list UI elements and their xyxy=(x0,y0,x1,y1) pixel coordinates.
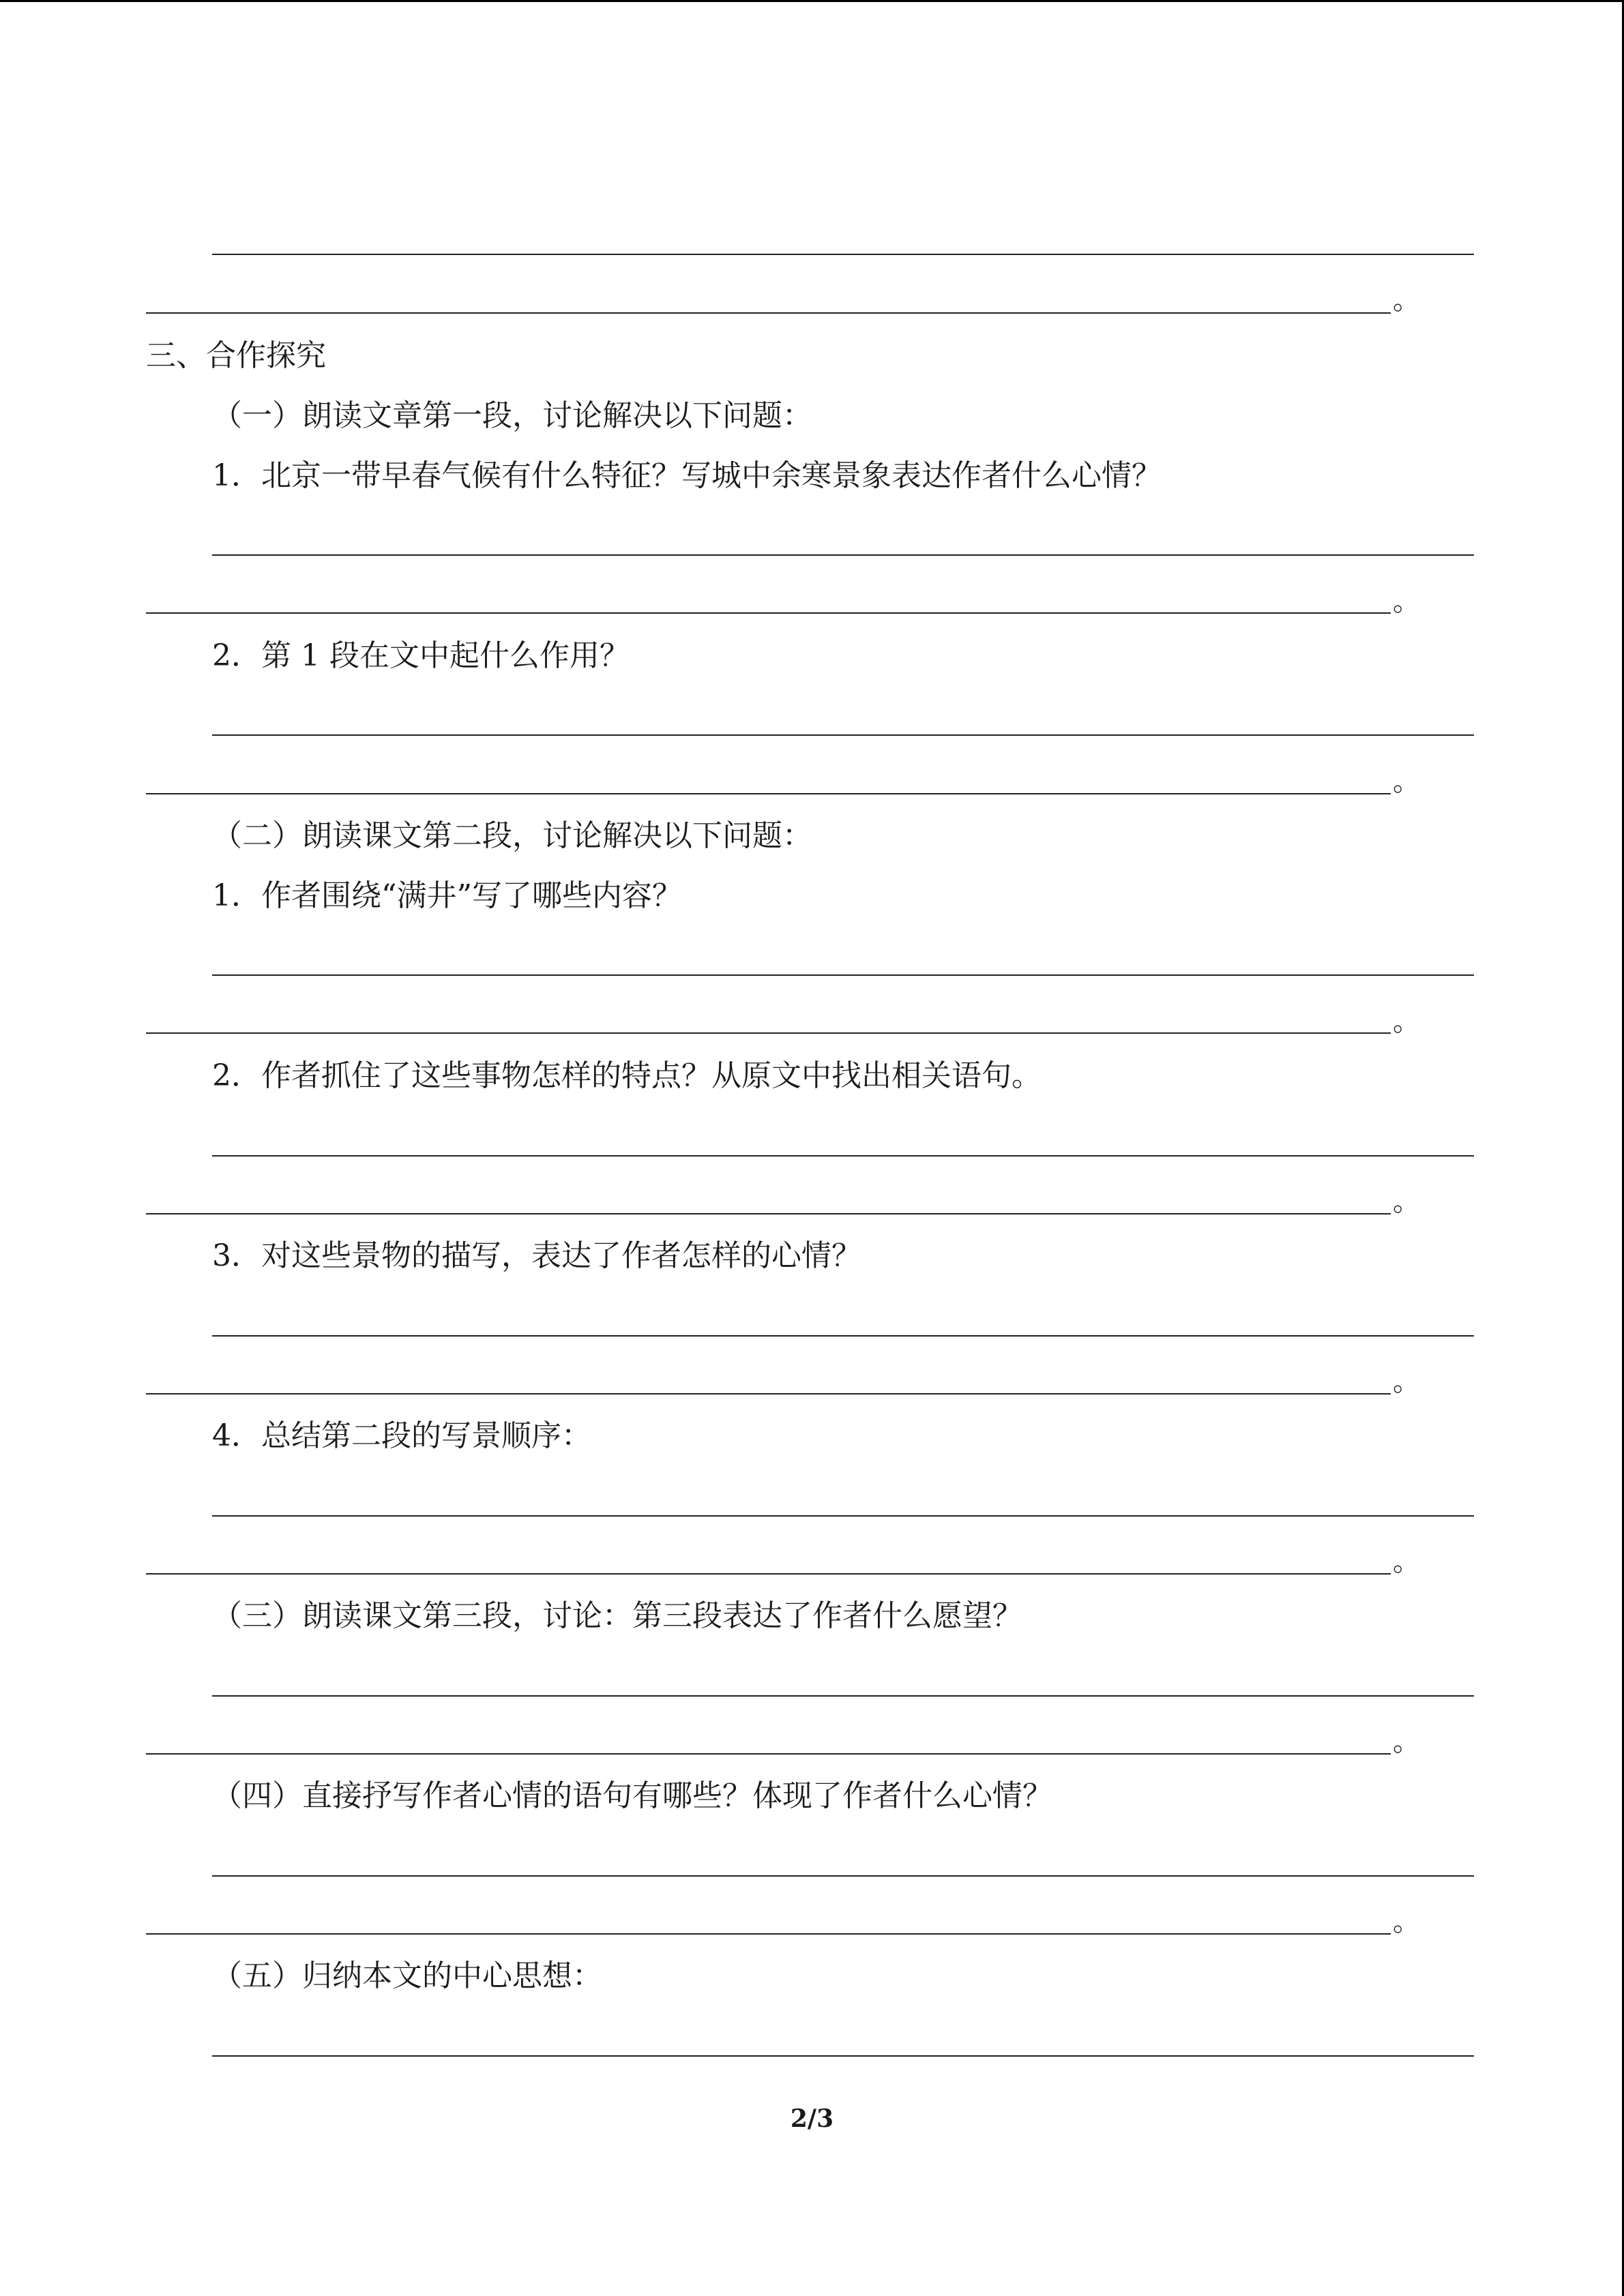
answer-line[interactable] xyxy=(146,1393,1391,1395)
answer-line[interactable] xyxy=(212,1875,1474,1877)
answer-line[interactable] xyxy=(212,1155,1474,1157)
part2-question-4: 4．总结第二段的写景顺序： xyxy=(212,1418,591,1453)
part1-question-2: 2．第 1 段在文中起什么作用？ xyxy=(212,638,630,673)
answer-period: 。 xyxy=(1393,586,1420,617)
part1-heading: （一）朗读文章第一段，讨论解决以下问题： xyxy=(212,398,812,433)
answer-line[interactable] xyxy=(212,1695,1474,1697)
answer-line[interactable] xyxy=(212,2055,1474,2057)
answer-period: 。 xyxy=(1393,1546,1420,1577)
answer-line[interactable] xyxy=(146,1573,1391,1575)
answer-period: 。 xyxy=(1393,1366,1420,1397)
answer-period: 。 xyxy=(1393,766,1420,797)
section-title: 三、合作探究 xyxy=(146,338,326,373)
answer-line[interactable] xyxy=(212,1515,1474,1517)
part4-heading: （四）直接抒写作者心情的语句有哪些？体现了作者什么心情？ xyxy=(212,1778,1052,1813)
answer-period: 。 xyxy=(1393,284,1420,316)
answer-period: 。 xyxy=(1393,1726,1420,1757)
answer-period: 。 xyxy=(1393,1186,1420,1217)
part2-question-1: 1．作者围绕“满井”写了哪些内容？ xyxy=(212,878,682,913)
page-top-border xyxy=(0,0,1624,2)
answer-period: 。 xyxy=(1393,1006,1420,1037)
answer-line[interactable] xyxy=(146,1933,1391,1935)
answer-line[interactable] xyxy=(212,974,1474,976)
page-number: 2/3 xyxy=(790,2104,834,2133)
answer-line[interactable] xyxy=(212,1335,1474,1337)
answer-line[interactable] xyxy=(212,734,1474,736)
part2-question-2: 2．作者抓住了这些事物怎样的特点？从原文中找出相关语句。 xyxy=(212,1058,1042,1093)
part3-heading: （三）朗读课文第三段，讨论：第三段表达了作者什么愿望？ xyxy=(212,1598,1022,1633)
answer-line[interactable] xyxy=(146,1753,1391,1755)
part2-heading: （二）朗读课文第二段，讨论解决以下问题： xyxy=(212,818,812,853)
answer-line[interactable] xyxy=(212,254,1474,255)
answer-line[interactable] xyxy=(146,1032,1391,1034)
answer-period: 。 xyxy=(1393,1906,1420,1937)
answer-line[interactable] xyxy=(146,612,1391,614)
part2-question-3: 3．对这些景物的描写，表达了作者怎样的心情？ xyxy=(212,1238,861,1273)
answer-line[interactable] xyxy=(146,793,1391,794)
part5-heading: （五）归纳本文的中心思想： xyxy=(212,1958,602,1993)
answer-line[interactable] xyxy=(146,312,1391,314)
answer-line[interactable] xyxy=(146,1213,1391,1214)
part1-question-1: 1．北京一带早春气候有什么特征？写城中余寒景象表达作者什么心情？ xyxy=(212,458,1162,493)
answer-line[interactable] xyxy=(212,554,1474,556)
